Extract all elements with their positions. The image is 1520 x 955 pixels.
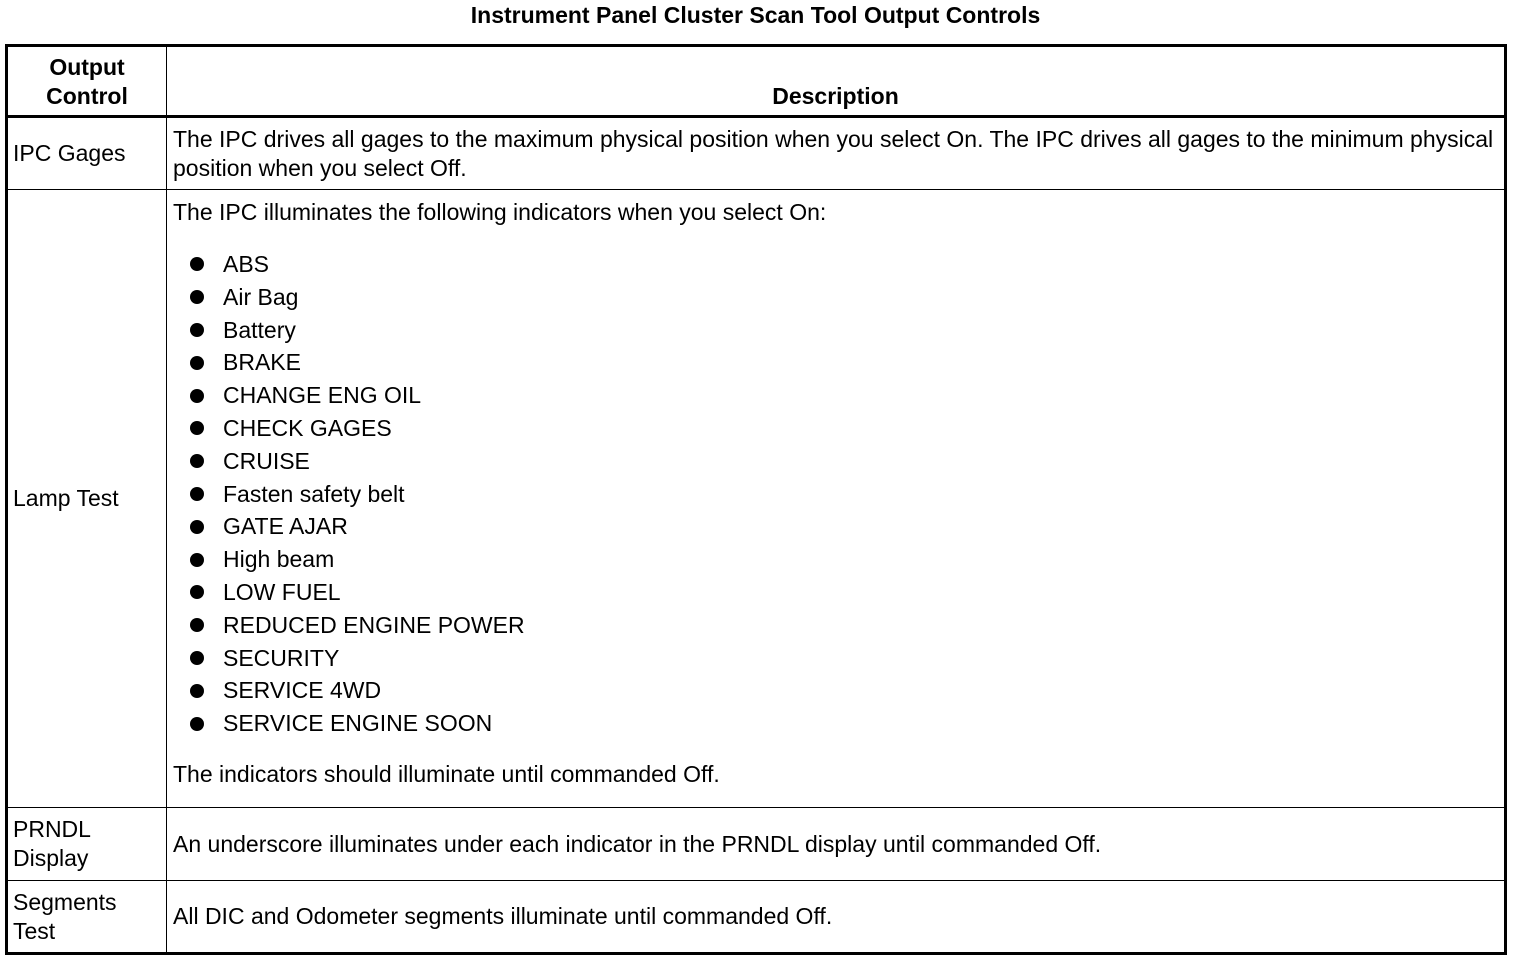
table-header-row — [7, 46, 1506, 117]
description-cell: An underscore illuminates under each indicator in the PRNDL display until commanded Off. — [167, 808, 1506, 881]
indicator-list — [173, 248, 1499, 740]
page-title: Instrument Panel Cluster Scan Tool Output Controls — [470, 2, 1041, 28]
bullet-icon — [190, 389, 204, 403]
bullet-icon — [190, 717, 204, 731]
bullet-icon — [190, 454, 204, 468]
bullet-icon — [190, 585, 204, 599]
indicator-label: BRAKE — [223, 349, 301, 376]
list-item — [173, 314, 1499, 347]
list-item — [173, 642, 1499, 675]
table-row — [7, 117, 1506, 190]
list-item — [173, 707, 1499, 740]
header-description: Description — [167, 46, 1506, 117]
indicator-label: ABS — [223, 251, 270, 277]
list-item — [173, 478, 1499, 511]
table-row — [7, 808, 1506, 881]
control-cell: Segments Test — [7, 881, 167, 954]
control-cell: PRNDL Display — [7, 808, 167, 881]
table-row — [7, 190, 1506, 808]
indicator-label: REDUCED ENGINE POWER — [223, 611, 525, 638]
output-controls-table — [5, 44, 1507, 955]
description-cell — [167, 190, 1506, 808]
description-cell: The IPC drives all gages to the maximum physical position when you select On. The IPC drives all gages to the minimum physical position when you select Off. — [167, 117, 1506, 190]
control-cell: IPC Gages — [7, 117, 167, 190]
indicator-label: CHECK GAGES — [223, 414, 392, 441]
indicator-label: CRUISE — [223, 447, 310, 474]
description-cell: All DIC and Odometer segments illuminate until commanded Off. — [167, 881, 1506, 954]
bullet-icon — [190, 421, 204, 435]
lamp-test-intro: The IPC illuminates the following indicators when you select On: — [173, 199, 827, 225]
indicator-label: SERVICE 4WD — [223, 677, 382, 704]
bullet-icon — [190, 553, 204, 567]
list-item — [173, 609, 1499, 642]
control-cell: Lamp Test — [7, 190, 167, 808]
list-item — [173, 543, 1499, 576]
indicator-label: Air Bag — [223, 283, 299, 310]
bullet-icon — [190, 290, 204, 304]
indicator-label: SECURITY — [223, 644, 340, 671]
table-row — [7, 881, 1506, 954]
list-item — [173, 379, 1499, 412]
list-item — [173, 674, 1499, 707]
indicator-label: SERVICE ENGINE SOON — [223, 710, 493, 737]
bullet-icon — [190, 618, 204, 632]
indicator-label: CHANGE ENG OIL — [223, 382, 422, 409]
list-item — [173, 248, 1499, 281]
lamp-test-outro: The indicators should illuminate until commanded Off. — [173, 760, 720, 787]
bullet-icon — [190, 257, 204, 271]
list-item — [173, 510, 1499, 543]
bullet-icon — [190, 684, 204, 698]
indicator-label: GATE AJAR — [223, 513, 348, 540]
indicator-label: Fasten safety belt — [223, 480, 405, 507]
header-output-control: Output Control — [7, 46, 167, 117]
bullet-icon — [190, 520, 204, 534]
indicator-label: Battery — [223, 316, 296, 343]
bullet-icon — [190, 651, 204, 665]
bullet-icon — [190, 356, 204, 370]
list-item — [173, 576, 1499, 609]
list-item — [173, 445, 1499, 478]
list-item — [173, 281, 1499, 314]
indicator-label: High beam — [223, 546, 335, 573]
list-item — [173, 346, 1499, 379]
bullet-icon — [190, 487, 204, 501]
bullet-icon — [190, 323, 204, 337]
indicator-label: LOW FUEL — [223, 578, 341, 605]
list-item — [173, 412, 1499, 445]
